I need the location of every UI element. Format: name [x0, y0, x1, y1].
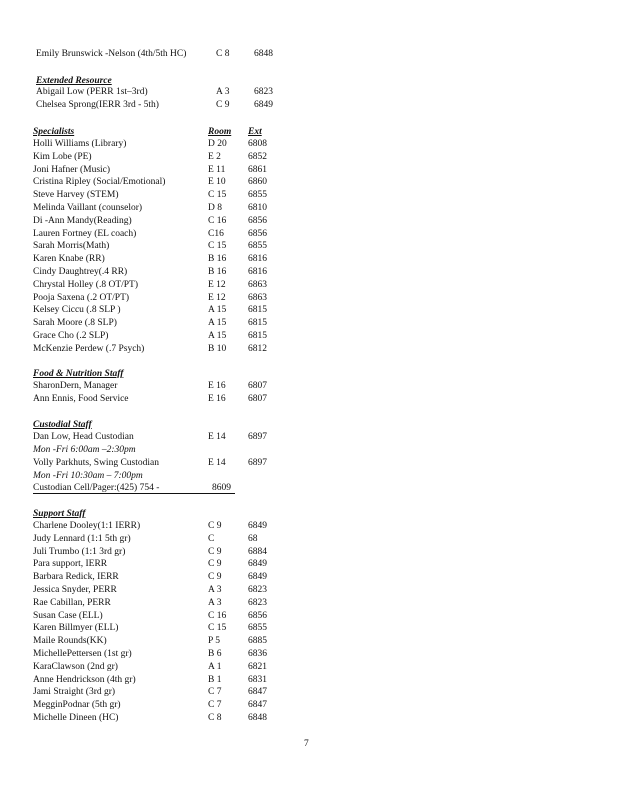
extension: 6807	[248, 381, 267, 391]
staff-name: Susan Case (ELL)	[33, 610, 103, 621]
staff-name: KaraClawson (2nd gr)	[33, 661, 118, 672]
staff-name: MichellePettersen (1st gr)	[33, 649, 132, 659]
staff-name: Steve Harvey (STEM)	[33, 190, 119, 201]
staff-name: Michelle Dineen (HC)	[33, 713, 119, 723]
extension: 6831	[248, 674, 267, 685]
extension: 6849	[248, 572, 267, 583]
extension: 6823	[254, 87, 273, 97]
extension: 6849	[254, 99, 273, 110]
staff-name: Karen Knabe (RR)	[33, 254, 105, 265]
extension: 6856	[248, 228, 267, 239]
extension: 6860	[248, 177, 267, 188]
room: D 8	[208, 203, 222, 213]
staff-name: Karen Billmyer (ELL)	[33, 623, 119, 634]
extension: 6812	[248, 343, 267, 354]
staff-name: Sarah Moore (.8 SLP)	[33, 318, 117, 329]
section-heading-extended-resource: Extended Resource	[36, 76, 112, 86]
extension: 68	[248, 533, 258, 544]
staff-name: Kelsey Ciccu (.8 SLP )	[33, 305, 121, 316]
room: A 15	[208, 318, 227, 329]
room: E 16	[208, 393, 226, 404]
room: B 1	[208, 674, 222, 685]
extension: 6861	[248, 164, 267, 175]
room: E 12	[208, 279, 226, 290]
staff-name: Emily Brunswick -Nelson (4th/5th HC)	[36, 49, 187, 59]
extension: 6807	[248, 393, 267, 404]
room: C 8	[208, 713, 222, 723]
staff-name: SharonDern, Manager	[33, 381, 118, 391]
section-heading-support: Support Staff	[33, 509, 86, 519]
room: E 14	[208, 458, 226, 468]
extension: 6823	[248, 597, 267, 608]
room: C 15	[208, 623, 227, 634]
staff-name: McKenzie Perdew (.7 Psych)	[33, 343, 145, 354]
extension: 6849	[248, 521, 267, 531]
room: A 3	[216, 87, 230, 97]
staff-name: Judy Lennard (1:1 5th gr)	[33, 533, 131, 544]
room: C16	[208, 228, 224, 239]
room: C	[208, 533, 215, 544]
section-heading-food-nutrition: Food & Nutrition Staff	[33, 369, 124, 379]
room: C 9	[208, 572, 222, 583]
room: E 16	[208, 381, 226, 391]
room: C 9	[216, 99, 230, 110]
room: E 12	[208, 292, 226, 303]
section-heading-specialists: Specialists	[33, 127, 75, 137]
staff-name: Ann Ennis, Food Service	[33, 393, 129, 404]
staff-name: Jessica Snyder, PERR	[33, 585, 117, 595]
staff-name: MegginPodnar (5th gr)	[33, 700, 121, 711]
room: E 2	[208, 151, 221, 162]
staff-name: Barbara Redick, IERR	[33, 572, 119, 583]
room: C 15	[208, 241, 227, 252]
staff-name: Holli Williams (Library)	[33, 139, 127, 149]
column-header-ext: Ext	[248, 127, 262, 137]
staff-name: Grace Cho (.2 SLP)	[33, 331, 109, 341]
extension: 6847	[248, 700, 267, 711]
extension: 6815	[248, 331, 267, 341]
staff-name: Joni Hafner (Music)	[33, 164, 111, 175]
staff-name: Cristina Ripley (Social/Emotional)	[33, 177, 166, 188]
extension: 6810	[248, 203, 267, 213]
extension: 6863	[248, 292, 267, 303]
extension: 6897	[248, 458, 267, 468]
extension: 6836	[248, 649, 267, 659]
room: B 6	[208, 649, 222, 659]
staff-name: Cindy Daughtrey(.4 RR)	[33, 267, 128, 277]
extension: 6855	[248, 190, 267, 201]
room: C 7	[208, 700, 222, 711]
room: A 15	[208, 331, 227, 341]
room: A 3	[208, 597, 222, 608]
column-header-room: Room	[208, 127, 232, 137]
staff-name: Melinda Vaillant (counselor)	[33, 203, 143, 213]
room: C 9	[208, 521, 222, 531]
room: C 16	[208, 215, 227, 226]
staff-name: Para support, IERR	[33, 559, 108, 570]
extension: 6848	[254, 49, 273, 59]
extension: 6848	[248, 713, 267, 723]
extension: 6815	[248, 305, 267, 316]
staff-name: Kim Lobe (PE)	[33, 151, 92, 162]
extension: 6808	[248, 139, 267, 149]
custodian-cell-number: 8609	[212, 483, 231, 493]
extension: 6815	[248, 318, 267, 329]
divider	[33, 493, 235, 494]
staff-name: Chrystal Holley (.8 OT/PT)	[33, 279, 139, 290]
room: A 15	[208, 305, 227, 316]
staff-name: Rae Cabillan, PERR	[33, 597, 111, 608]
room: E 14	[208, 432, 226, 442]
room: C 15	[208, 190, 227, 201]
room: B 16	[208, 267, 227, 277]
extension: 6849	[248, 559, 267, 570]
extension: 6856	[248, 610, 267, 621]
room: C 16	[208, 610, 227, 621]
staff-name: Lauren Fortney (EL coach)	[33, 228, 137, 239]
staff-name: Volly Parkhuts, Swing Custodian	[33, 458, 159, 468]
staff-name: Charlene Dooley(1:1 IERR)	[33, 521, 141, 531]
room: A 3	[208, 585, 222, 595]
extension: 6823	[248, 585, 267, 595]
staff-name: Sarah Morris(Math)	[33, 241, 110, 252]
staff-name: Anne Hendrickson (4th gr)	[33, 674, 136, 685]
section-heading-custodial: Custodial Staff	[33, 420, 92, 430]
page-number: 7	[304, 739, 309, 749]
room: C 9	[208, 559, 222, 570]
staff-name: Jami Straight (3rd gr)	[33, 687, 116, 698]
room: P 5	[208, 636, 221, 647]
room: E 10	[208, 177, 226, 188]
room: C 9	[208, 546, 222, 557]
extension: 6855	[248, 623, 267, 634]
extension: 6816	[248, 254, 267, 265]
staff-name: Dan Low, Head Custodian	[33, 432, 134, 442]
extension: 6885	[248, 636, 267, 647]
room: C 7	[208, 687, 222, 698]
staff-name: Di -Ann Mandy(Reading)	[33, 215, 132, 226]
staff-name: Chelsea Sprong(IERR 3rd - 5th)	[36, 99, 159, 110]
staff-name: Juli Trumbo (1:1 3rd gr)	[33, 546, 126, 557]
extension: 6884	[248, 546, 267, 557]
extension: 6821	[248, 661, 267, 672]
extension: 6847	[248, 687, 267, 698]
room: D 20	[208, 139, 227, 149]
work-hours: Mon -Fri 6:00am –2:30pm	[33, 445, 136, 455]
room: A 1	[208, 661, 222, 672]
extension: 6855	[248, 241, 267, 252]
extension: 6852	[248, 151, 267, 162]
room: C 8	[216, 49, 230, 59]
staff-name: Maile Rounds(KK)	[33, 636, 107, 647]
custodian-cell-label: Custodian Cell/Pager:(425) 754 -	[33, 483, 160, 493]
room: B 16	[208, 254, 227, 265]
extension: 6897	[248, 432, 267, 442]
room: E 11	[208, 164, 226, 175]
extension: 6856	[248, 215, 267, 226]
extension: 6863	[248, 279, 267, 290]
room: B 10	[208, 343, 227, 354]
staff-name: Pooja Saxena (.2 OT/PT)	[33, 292, 130, 303]
extension: 6816	[248, 267, 267, 277]
staff-name: Abigail Low (PERR 1st–3rd)	[36, 87, 148, 97]
work-hours: Mon -Fri 10:30am – 7:00pm	[33, 471, 143, 481]
